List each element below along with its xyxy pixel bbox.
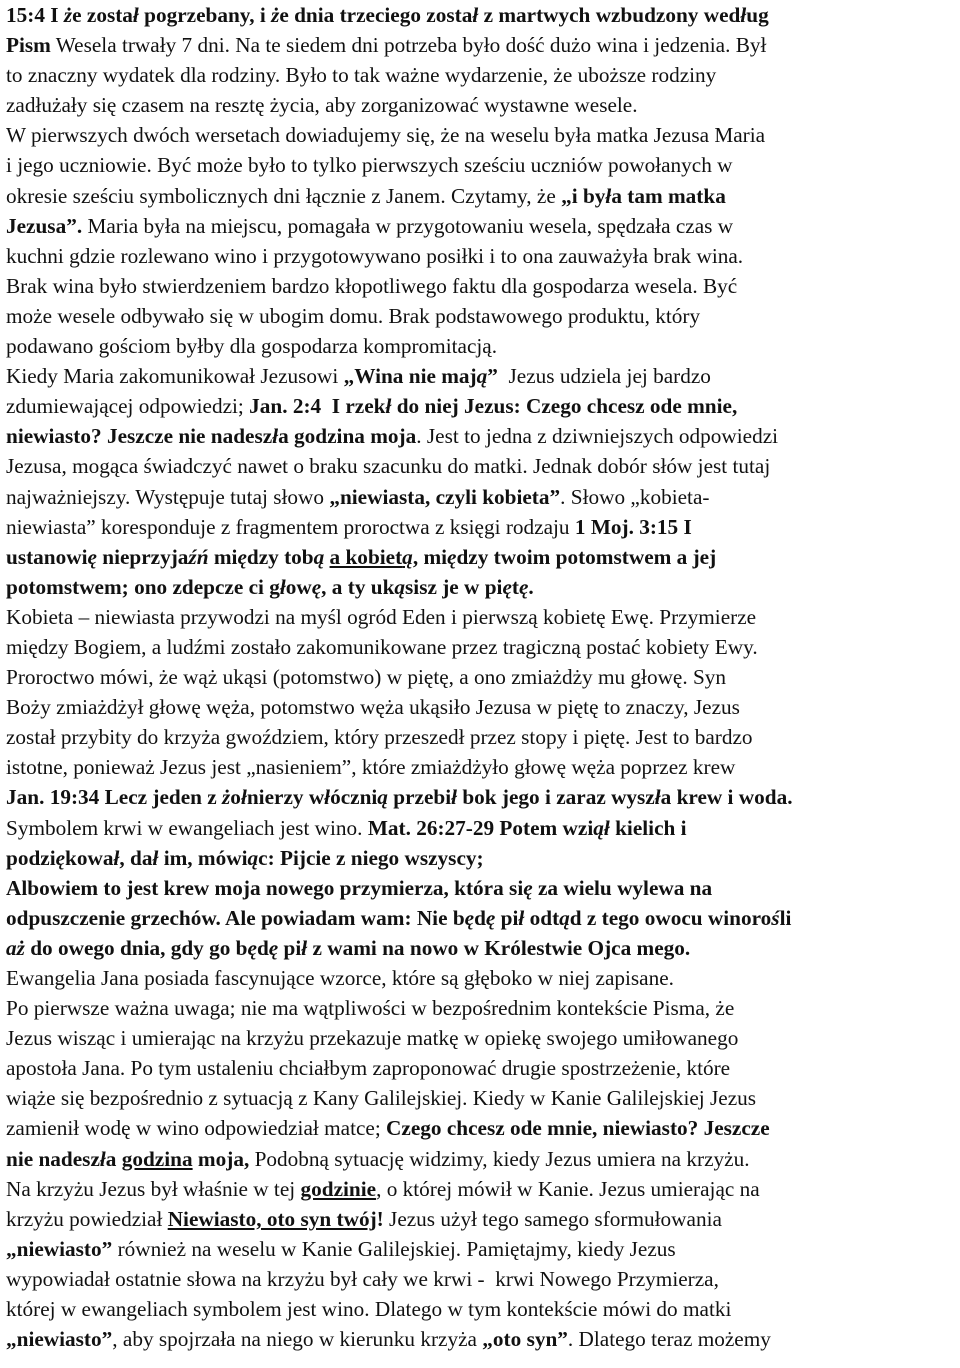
text-run: Wesela trwały 7 dni. Na te siedem dni potrzeba było dość dużo wina i jedzenia. Był — [50, 33, 767, 58]
text-run: ż — [63, 3, 73, 27]
text-run: został przybity do krzyża gwoździem, który przeszedł przez stopy i piętę. Jest to bardzo — [6, 725, 753, 750]
text-run: ż — [222, 785, 231, 810]
text-run: ł — [518, 905, 525, 930]
text-run: ł — [272, 424, 279, 449]
text-run: zdumiewającej odpowiedzi; — [6, 394, 250, 419]
text-run: ł — [240, 785, 247, 810]
text-line — [6, 1113, 954, 1143]
text-run: c: Pijcie z niego wszyscy; — [258, 845, 484, 870]
text-run: ł — [740, 3, 747, 27]
text-run: może wesele odbywało się w ubogim domu. Brak podstawowego produktu, który — [6, 303, 701, 328]
text-line — [6, 361, 954, 391]
text-run: sisz je w pi — [405, 574, 503, 599]
text-run: z wami na nowo w Królestwie Ojca mego. — [307, 935, 691, 960]
text-run: Proroctwo mówi, że wąż ukąsi (potomstwo) w piętę, a ono zmiażdży mu głowę. Syn — [6, 665, 727, 690]
text-run: ę — [518, 574, 529, 599]
text-run: ow — [285, 574, 312, 599]
text-line — [6, 120, 954, 150]
text-run: Ewangelia Jana posiada fascynujące wzorce, które są głęboko w niej zapisane. — [6, 966, 674, 990]
text-run: ! — [376, 1206, 384, 1231]
text-run: to znaczny wydatek dla rodziny. Było to tak ważne wydarzenie, że uboższe rodziny — [6, 63, 717, 88]
text-run: ł — [472, 3, 479, 27]
document-body — [6, 0, 956, 1354]
text-line — [6, 271, 954, 301]
text-run: d — [256, 935, 269, 960]
text-run: Kobieta – niewiasta przywodzi na myśl ogród Eden i pierwszą kobietę Ewę. Przymierze — [6, 604, 757, 629]
text-run: ł — [451, 785, 458, 810]
text-run: ś — [771, 905, 780, 930]
text-run: ł — [99, 1146, 106, 1171]
text-run: Boży zmiażdżył głowę węża, potomstwo węża ukąsiło Jezusa w piętę to znaczy, Jezus — [6, 695, 740, 720]
text-run: ug — [746, 3, 769, 27]
text-run: nierzy w — [246, 785, 325, 810]
text-run: dzy twoim potomstwem a jej — [456, 544, 717, 569]
text-run: d z tego owocu winoro — [569, 905, 772, 930]
text-run: ę — [523, 875, 533, 900]
text-run: W pierwszych dwóch wersetach dowiadujemy się, że na weselu była matka Jezusa Maria — [6, 123, 766, 148]
text-line — [6, 391, 954, 421]
text-line — [6, 482, 954, 512]
text-run: d — [474, 905, 486, 930]
text-line — [6, 722, 954, 752]
text-run: a godzina moja — [278, 424, 417, 449]
text-line — [6, 662, 954, 692]
text-line — [6, 241, 954, 271]
text-run: ę — [485, 905, 496, 930]
text-run: Albowiem to jest krew moja nowego przymierza, która si — [6, 875, 524, 900]
text-run: ę — [447, 544, 457, 569]
text-run: Po pierwsze ważna uwaga; nie ma wątpliwości w bezpośrednim kontekście Pisma, że — [6, 996, 735, 1021]
text-run: godzina — [121, 1146, 193, 1171]
text-run: 1 Moj. 3:15 I — [574, 514, 692, 539]
text-line — [6, 1294, 954, 1324]
text-run: a kobiet — [329, 544, 403, 569]
text-run: ” — [487, 364, 498, 389]
text-line — [6, 692, 954, 722]
text-line — [6, 542, 954, 572]
text-run: „niewiasto” — [6, 1236, 113, 1261]
text-line — [6, 752, 954, 782]
text-run: podawano gościom byłby dla gospodarza kompromitacją. — [6, 334, 498, 359]
text-run: przebi — [387, 785, 452, 810]
text-run: moja, — [192, 1146, 250, 1171]
text-run: godzinie — [300, 1176, 377, 1201]
text-line — [6, 512, 954, 542]
text-run: ł — [324, 785, 331, 810]
text-run: nie nadesz — [6, 1146, 100, 1171]
text-line — [6, 1023, 954, 1053]
text-run: ął — [593, 815, 610, 840]
text-run: Symbolem krwi w ewangeliach jest wino. — [6, 815, 368, 840]
text-run: ą — [247, 845, 259, 870]
text-run: „Wina nie maj — [343, 364, 477, 389]
text-run: dzy tob — [246, 544, 314, 569]
text-run: Brak wina było stwierdzeniem bardzo kłopotliwego faktu dla gospodarza wesela. Być — [6, 273, 738, 298]
text-line — [6, 211, 954, 241]
text-run: Jan. 2:4 I rzek — [249, 394, 386, 419]
text-run: ł — [132, 3, 139, 27]
text-run: podzi — [6, 845, 56, 870]
text-run: zamienił wodę w wino odpowiedział matce; — [6, 1116, 387, 1141]
text-line — [6, 451, 954, 481]
text-run: również na weselu w Kanie Galilejskiej. Pamiętajmy, kiedy Jezus — [112, 1236, 676, 1261]
text-run: e dnia trzeciego zosta — [279, 3, 473, 27]
text-line — [6, 181, 954, 211]
text-run: zadłużały się czasem na resztę życia, aby zorganizować wystawne wesele. — [6, 93, 638, 118]
text-run: . Słowo „kobieta- — [560, 484, 710, 509]
text-run: kowa — [65, 845, 114, 870]
text-run: wiąże się bezpośrednio z sytuacją z Kany Galilejskiej. Kiedy w Kanie Galilejskiej Jezus — [6, 1086, 757, 1111]
text-run: której w ewangeliach symbolem jest wino. Dlatego w tym kontekście mówi do matki — [6, 1297, 732, 1322]
text-run: ł — [152, 845, 159, 870]
text-run: . Dlatego teraz możemy — [567, 1327, 771, 1352]
text-run: ę — [87, 544, 97, 569]
text-line — [6, 1053, 954, 1083]
text-run: do owego dnia, gdy go b — [24, 935, 248, 960]
text-run: t — [511, 574, 519, 599]
text-run: apostoła Jana. Po tym ustaleniu chciałbym zaproponować drugie spostrzeżenie, które — [6, 1056, 731, 1081]
text-run: ł — [113, 845, 120, 870]
text-run: ę — [55, 845, 66, 870]
text-run: Podobną sytuację widzimy, kiedy Jezus umiera na krzyżu. — [249, 1146, 750, 1171]
text-line — [6, 963, 954, 993]
text-run: wypowiadał ostatnie słowa na krzyżu był cały we krwi - krwi Nowego Przymierza, — [6, 1266, 719, 1291]
text-run: ustanowi — [6, 544, 88, 569]
text-run: Kiedy Maria zakomunikował Jezusowi — [6, 364, 344, 389]
text-run: niewiasta” koresponduje z fragmentem proroctwa z księgi rodzaju — [6, 514, 575, 539]
text-run: potomstwem; ono zdepcze ci g — [6, 574, 280, 599]
text-run: istotne, ponieważ Jezus jest „nasieniem”, które zmiażdżyło głowę węża poprzez krew — [6, 755, 736, 780]
text-run: Pism — [6, 33, 51, 58]
text-line — [6, 873, 954, 903]
text-line — [6, 1234, 954, 1264]
text-line — [6, 1264, 954, 1294]
text-run: a krew i woda. — [660, 785, 793, 810]
text-run: ę — [464, 905, 475, 930]
text-run: bok jego i zaraz wysz — [457, 785, 655, 810]
text-run: odt — [524, 905, 560, 930]
text-run: im, mówi — [158, 845, 248, 870]
text-run: nieprzyja — [96, 544, 189, 569]
text-run: najważniejszy. Występuje tutaj słowo — [6, 484, 330, 509]
text-line — [6, 813, 954, 843]
text-run: ę — [502, 574, 512, 599]
text-run: . Jest to jedna z dziwniejszych odpowiedzi — [416, 424, 779, 449]
text-line — [6, 782, 954, 812]
text-run: , a ty uk — [321, 574, 395, 599]
text-run: mi — [208, 544, 238, 569]
text-run: aż — [6, 935, 25, 960]
text-line — [6, 331, 954, 361]
text-run: Jezus wisząc i umierając na krzyżu przekazuje matkę w opiekę swojego umiłowanego — [6, 1026, 739, 1051]
text-run: ą — [559, 905, 570, 930]
text-line — [6, 1174, 954, 1204]
text-line — [6, 30, 954, 60]
text-run: źń — [188, 544, 209, 569]
text-line — [6, 1324, 954, 1354]
text-run: 15:4 I — [6, 3, 64, 27]
text-run: li — [779, 905, 792, 930]
text-run: ł — [654, 785, 661, 810]
text-line — [6, 903, 954, 933]
text-run: ł — [279, 574, 286, 599]
text-run: e zosta — [72, 3, 133, 27]
text-line — [6, 933, 954, 963]
text-run: krzyżu powiedział — [6, 1206, 168, 1231]
text-run: ł — [605, 183, 612, 208]
text-run: okresie sześciu symbolicznych dni łącznie z Janem. Czytamy, że — [6, 183, 562, 208]
text-run: „i by — [561, 183, 606, 208]
text-run: i jego uczniowie. Być może było to tylko pierwszych sześciu uczniów powołanych w — [6, 153, 733, 178]
text-run: , o której mówił w Kanie. Jezus umierając na — [376, 1176, 760, 1201]
text-run: Maria była na miejscu, pomagała w przygotowaniu wesela, spędzała czas w — [82, 213, 734, 238]
text-run: ą — [394, 574, 406, 599]
text-line — [6, 1204, 954, 1234]
text-run: . — [528, 574, 534, 599]
text-line — [6, 60, 954, 90]
text-run: ą — [476, 364, 488, 389]
text-run: óczni — [330, 785, 378, 810]
text-run: kielich i — [609, 815, 687, 840]
text-line — [6, 150, 954, 180]
text-line — [6, 421, 954, 451]
text-run: , da — [119, 845, 153, 870]
text-run: z martwych wzbudzony wed — [478, 3, 741, 27]
text-run: za wielu wylewa na — [532, 875, 713, 900]
text-run: „niewiasta, czyli kobieta” — [329, 484, 561, 509]
text-run: ę — [247, 935, 257, 960]
text-run: pi — [278, 935, 302, 960]
text-run: „oto syn” — [482, 1327, 568, 1352]
text-run: kuchni gdzie rozlewano wino i przygotowywano posiłki i to ona zauważyła brak wina. — [6, 243, 744, 268]
text-run: Jezus udziela jej bardzo — [497, 364, 711, 389]
text-run: odpuszczenie grzechów. Ale powiadam wam: Nie b — [6, 905, 465, 930]
text-run: ą — [313, 544, 325, 569]
text-run: pi — [495, 905, 519, 930]
text-run: a tam matka — [611, 183, 726, 208]
text-run: a — [105, 1146, 122, 1171]
text-run: ą — [377, 785, 388, 810]
text-run: Jezusa”. — [6, 213, 83, 238]
text-run: pogrzebany, i — [138, 3, 272, 27]
text-run: Jezusa, mogąca świadczyć nawet o braku szacunku do matki. Jednak dobór słów jest tutaj — [6, 454, 771, 479]
text-run: Niewiasto, oto syn twój — [167, 1206, 377, 1231]
text-line — [6, 1083, 954, 1113]
text-run: , mi — [412, 544, 448, 569]
text-run: , aby spojrzała na niego w kierunku krzyża — [112, 1327, 483, 1352]
text-run: ł — [385, 394, 392, 419]
text-run: między Bogiem, a ludźmi zostało zakomunikowane przez tragiczną postać kobiety Ewy. — [6, 634, 758, 659]
text-line — [6, 632, 954, 662]
text-run: niewiasto? Jeszcze nie nadesz — [6, 424, 273, 449]
text-run: do niej Jezus: Czego chcesz ode mnie, — [391, 394, 738, 419]
text-run: ę — [237, 544, 247, 569]
text-run: ę — [268, 935, 279, 960]
text-run: „niewiasto” — [6, 1327, 113, 1352]
text-line — [6, 301, 954, 331]
text-line — [6, 0, 954, 30]
text-line — [6, 90, 954, 120]
text-run: ą — [402, 544, 413, 569]
text-line — [6, 993, 954, 1023]
text-line — [6, 572, 954, 602]
text-line — [6, 602, 954, 632]
text-run: Jezus użył tego samego sformułowania — [383, 1206, 722, 1231]
text-run: o — [230, 785, 241, 810]
text-line — [6, 1144, 954, 1174]
text-line — [6, 843, 954, 873]
text-run: ł — [301, 935, 308, 960]
text-run: Na krzyżu Jezus był właśnie w tej — [6, 1176, 301, 1201]
text-run: Czego chcesz ode mnie, niewiasto? Jeszcze — [386, 1116, 770, 1141]
text-run: Jan. 19:34 Lecz jeden z — [6, 785, 223, 810]
text-run: Mat. 26:27-29 Potem wzi — [367, 815, 594, 840]
text-run: ę — [311, 574, 322, 599]
text-run: ż — [271, 3, 280, 27]
